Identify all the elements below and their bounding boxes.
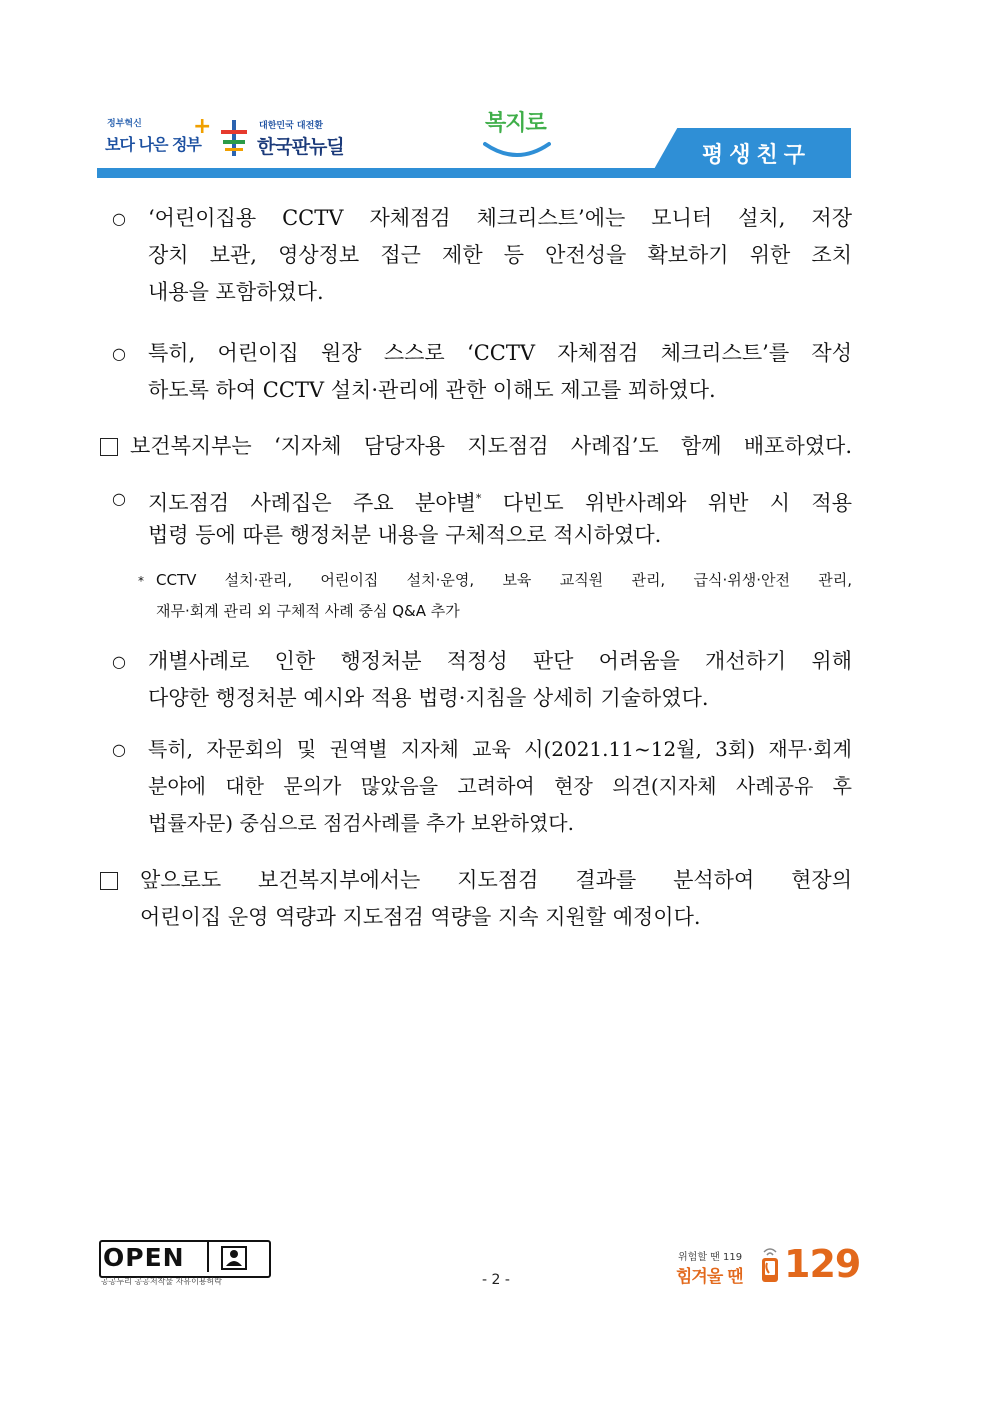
bullet-icon: ○ xyxy=(112,652,126,671)
paragraph-line: 법령 등에 따른 행정처분 내용을 구체적으로 적시하였다. xyxy=(148,523,662,547)
page-number: - 2 - xyxy=(482,1272,510,1288)
paragraph-line: 특히, 어린이집 원장 스스로 ‘CCTV 자체점검 체크리스트’를 작성 xyxy=(148,341,852,365)
section-line: 보건복지부는 ‘지자체 담당자용 지도점검 사례집’도 함께 배포하였다. xyxy=(130,434,852,458)
paragraph-line: 특히, 자문회의 및 권역별 지자체 교육 시(2021.11~12월, 3회) 재무·회계 xyxy=(148,737,852,761)
phone-icon xyxy=(759,1246,781,1284)
paragraph-line: 장치 보관, 영상정보 접근 제한 등 안전성을 확보하기 위한 조치 xyxy=(148,243,852,267)
checkbox-square-icon xyxy=(100,872,118,890)
paragraph-line: 하도록 하여 CCTV 설치·관리에 관한 이해도 제고를 꾀하였다. xyxy=(148,378,716,402)
open-license-text: OPEN xyxy=(103,1243,185,1272)
note-line: CCTV 설치·관리, 어린이집 설치·운영, 보육 교직원 관리, 급식·위생·안전 관리, xyxy=(156,571,852,589)
bokjiro-text: 복지로 xyxy=(485,111,546,136)
bullet-icon: ○ xyxy=(112,344,126,363)
paragraph-line: 내용을 포함하였다. xyxy=(148,280,324,304)
p3-text-a: 지도점검 사례집은 주요 분야별 xyxy=(148,491,476,515)
page-header xyxy=(97,100,851,178)
logo2-big-text: 한국판뉴딜 xyxy=(257,136,344,158)
logo1-small-text: 정부혁신 xyxy=(107,119,142,129)
korean-new-deal-logo xyxy=(219,110,369,165)
footnote-mark: * xyxy=(475,492,482,505)
hotline-number: 129 xyxy=(784,1242,861,1286)
section-line: 어린이집 운영 역량과 지도점검 역량을 지속 지원할 예정이다. xyxy=(140,905,701,929)
government-innovation-logo xyxy=(105,110,215,165)
banner-line xyxy=(97,168,851,178)
hotline-129-badge xyxy=(676,1232,861,1292)
hotline-small-text: 위험할 땐 119 xyxy=(678,1252,743,1263)
logo2-small-text: 대한민국 대전환 xyxy=(259,121,323,131)
p3-text-b: 다빈도 위반사례와 위반 시 적용 xyxy=(502,491,852,515)
checkbox-square-icon xyxy=(100,438,118,456)
section-line: 앞으로도 보건복지부에서는 지도점검 결과를 분석하여 현장의 xyxy=(140,868,852,892)
bullet-icon: ○ xyxy=(112,489,126,508)
note-mark: * xyxy=(138,574,144,588)
hotline-mid-text: 힘겨울 땐 xyxy=(676,1267,743,1287)
paragraph-line: ‘어린이집용 CCTV 자체점검 체크리스트’에는 모니터 설치, 저장 xyxy=(148,206,852,230)
bullet-icon: ○ xyxy=(112,740,126,759)
open-license-subtext: 공공누리 공공저작물 자유이용허락 xyxy=(101,1277,223,1286)
new-deal-mark-icon xyxy=(219,118,249,158)
note-line: 재무·회계 관리 외 구체적 사례 중심 Q&A 추가 xyxy=(156,602,460,620)
paragraph-line xyxy=(148,480,852,522)
bokjiro-logo xyxy=(477,102,557,164)
logo1-big-text: 보다 나은 정부 xyxy=(105,135,201,154)
open-license-divider xyxy=(207,1242,209,1272)
paragraph-line: 다양한 행정처분 예시와 적용 법령·지침을 상세히 기술하였다. xyxy=(148,686,709,710)
paragraph-line: 개별사례로 인한 행정처분 적정성 판단 어려움을 개선하기 위해 xyxy=(148,649,852,673)
bullet-icon: ○ xyxy=(112,209,126,228)
banner-text: 평생친구 xyxy=(702,143,812,168)
attribution-person-icon xyxy=(221,1246,247,1270)
plus-icon: + xyxy=(193,114,212,139)
paragraph-line: 분야에 대한 문의가 많았음을 고려하여 현장 의견(지자체 사례공유 후 xyxy=(148,774,852,798)
smile-arc-icon xyxy=(483,140,551,160)
paragraph-line: 법률자문) 중심으로 점검사례를 추가 보완하였다. xyxy=(148,811,574,835)
